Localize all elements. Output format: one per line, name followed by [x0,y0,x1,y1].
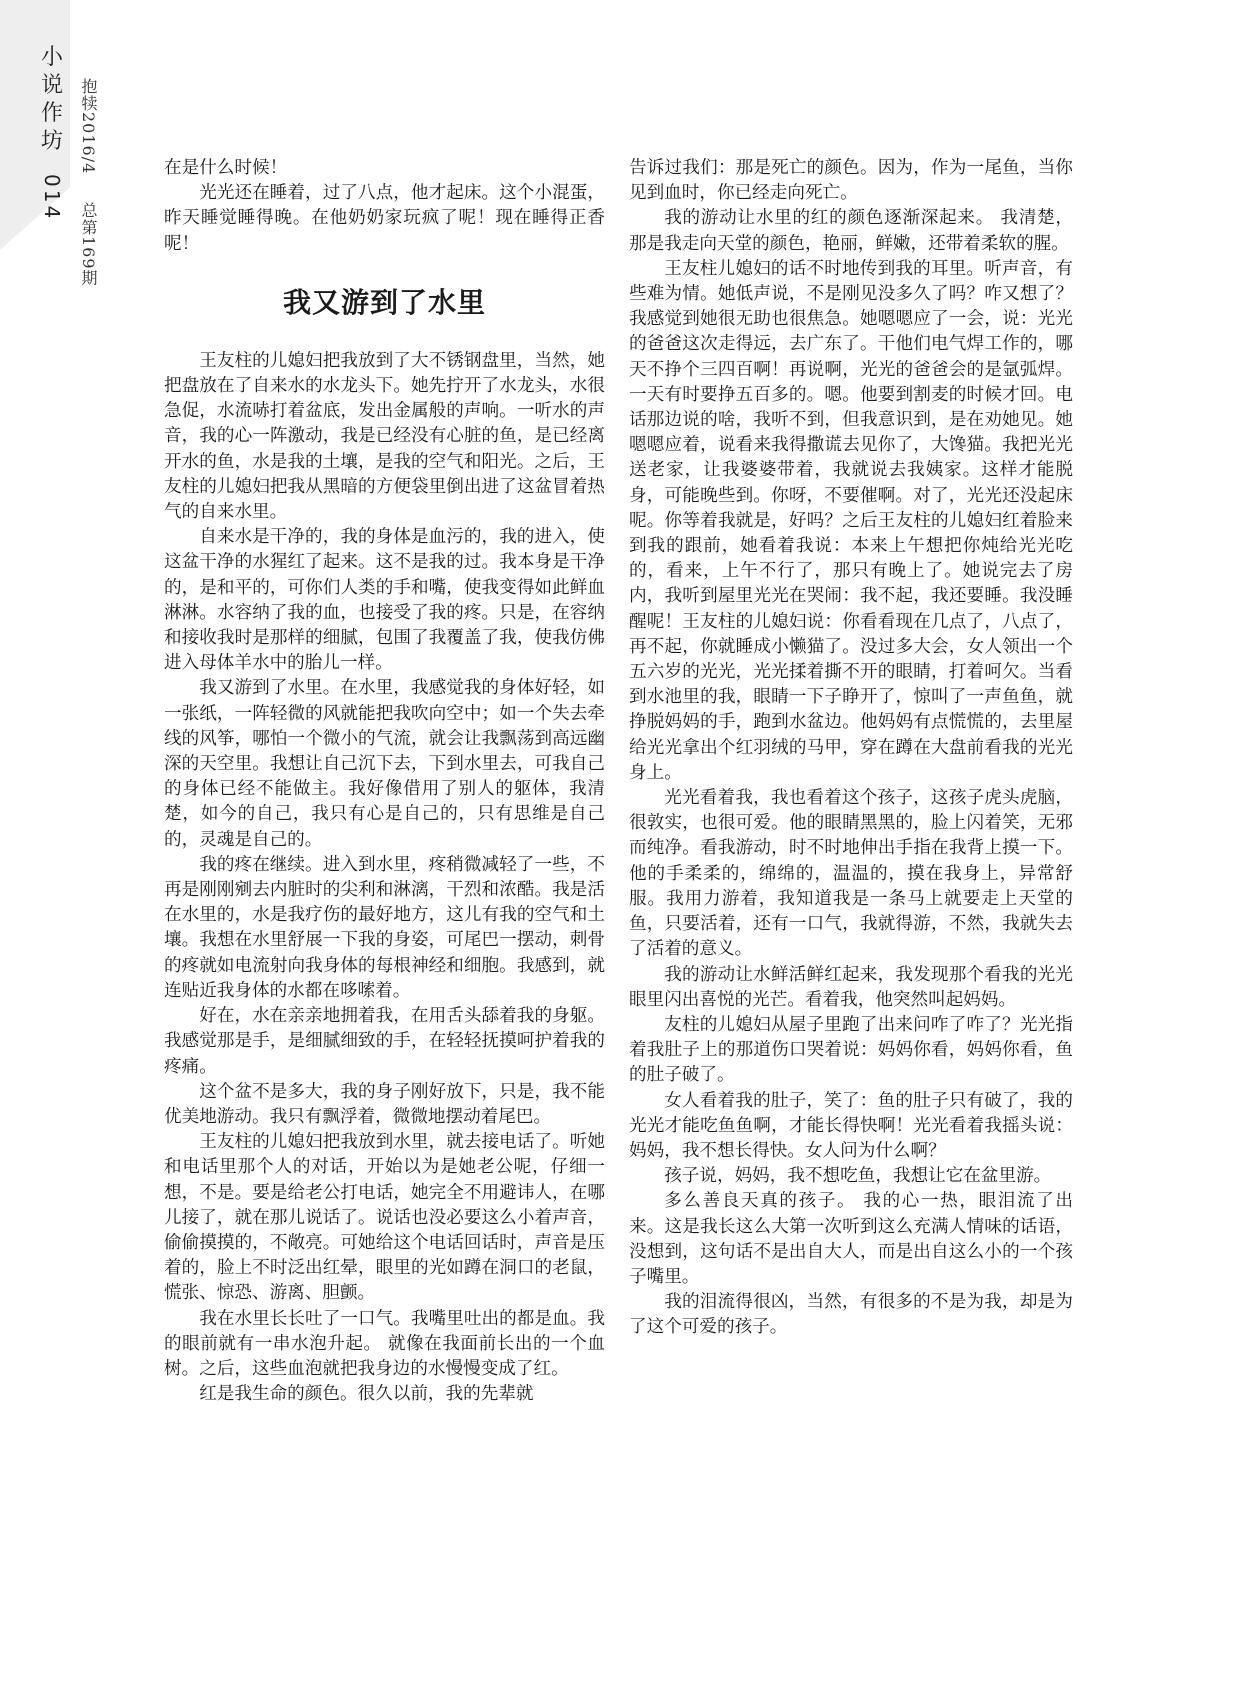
paragraph: 光光还在睡着，过了八点，他才起床。这个小混蛋，昨天睡觉睡得晚。在他奶奶家玩疯了呢！现在睡得正香呢！ [164,183,605,254]
paragraph: 我的游动让水里的红的颜色逐渐深起来。 我清楚，那是我走向天堂的颜色，艳丽，鲜嫩，还带着柔软的腥。 [629,208,1073,254]
section-char: 坊 [40,129,63,154]
paragraph: 红是我生命的颜色。很久以前，我的先辈就 [199,1384,534,1405]
paragraph: 在是什么时候！ [164,158,288,178]
left-column [164,156,605,1407]
paragraph: 王友柱的儿媳妇把我放到了大不锈钢盘里，当然，她把盘放在了自来水的水龙头下。她先拧开了水龙头，水很急促，水流哧打着盆底，发出金属般的声响。一听水的声音，我的心一阵激动，我是已经没有心脏的鱼，是已经离开水的鱼，水是我的土壤，是我的空气和阳光。之后，王友柱的儿媳妇把我从黑暗的方便袋里倒出进了这盆冒着热气的自来水里。 [164,350,605,523]
section-char: 小 [40,45,63,70]
section-label [38,44,66,221]
paragraph: 好在，水在亲亲地拥着我，在用舌头舔着我的身躯。我感觉那是手，是细腻细致的手，在轻轻抚摸呵护着我的疼痛。 [164,1006,605,1077]
paragraph: 王友柱的儿媳妇把我放到水里，就去接电话了。听她和电话里那个人的对话，开始以为是她老公呢，仔细一想，不是。要是给老公打电话，她完全不用避讳人，在哪儿接了，就在那儿说话了。说话也没必要这么小着声音，偷偷摸摸的，不敞亮。可她给这个电话回话时，声音是压着的，脸上不时泛出红晕，眼里的光如蹲在洞口的老鼠，慌张、惊恐、游离、胆颤。 [164,1132,605,1304]
paragraph: 多么善良天真的孩子。 我的心一热，眼泪流了出来。这是我长这么大第一次听到这么充满人情味的话语，没想到，这句话不是出自大人，而是出自这么小的一个孩子嘴里。 [629,1191,1073,1287]
journal-meta [76,78,98,309]
paragraph: 友柱的儿媳妇从屋子里跑了出来问咋了咋了？光光指着我肚子上的那道伤口哭着说：妈妈你看，妈妈你看，鱼的肚子破了。 [629,1014,1073,1086]
issue-total: 总第169期 [79,202,98,287]
paragraph: 我的泪流得很凶，当然，有很多的不是为我，却是为了这个可爱的孩子。 [629,1292,1073,1338]
paragraph: 我在水里长长吐了一口气。我嘴里吐出的都是血。我的眼前就有一串水泡升起。 就像在我面前长出的一个血树。之后，这些血泡就把我身边的水慢慢变成了红。 [164,1308,605,1379]
right-column [629,156,1073,1341]
paragraph: 这个盆不是多大，我的身子刚好放下，只是，我不能优美地游动。我只有飘浮着，微微地摆动着尾巴。 [164,1081,605,1127]
paragraph: 自来水是干净的，我的身体是血污的，我的进入，使这盆干净的水猩红了起来。这不是我的过。我本身是干净的，是和平的，可你们人类的手和嘴，使我变得如此鲜血淋淋。水容纳了我的血，也接受了我的疼。只是，在容纳和接收我时是那样的细腻，包围了我覆盖了我，使我仿佛进入母体羊水中的胎儿一样。 [164,527,605,674]
paragraph: 女人看着我的肚子，笑了：鱼的肚子只有破了，我的光光才能吃鱼鱼啊，才能长得快啊！光光看着我摇头说：妈妈，我不想长得快。女人问为什么啊？ [629,1090,1073,1161]
paragraph: 我的疼在继续。进入到水里，疼稍微减轻了一些，不再是刚刚剜去内脏时的尖利和淋漓，干烈和浓酷。我是活在水里的，水是我疗伤的最好地方，这儿有我的空气和土壤。我想在水里舒展一下我的身姿，可尾巴一摆动，刺骨的疼就如电流射向我身体的每根神经和细胞。我感到，就连贴近我身体的水都在哆嗦着。 [164,854,605,1001]
paragraph: 王友柱儿媳妇的话不时地传到我的耳里。听声音，有些难为情。她低声说，不是刚见没多久了吗？咋又想了？我感觉到她很无助也很焦急。她嗯嗯应了一会，说：光光的爸爸这次走得远，去广东了。干他们电气焊工作的，哪天不挣个三四百啊！再说啊，光光的爸爸会的是氩弧焊。一天有时要挣五百多的。嗯。他要到割麦的时候才回。电话那边说的啥，我听不到，但我意识到，是在劝她见。她嗯嗯应着，说看来我得撒谎去见你了，大馋猫。我把光光送老家，让我婆婆带着，我就说去我姨家。这样才能脱身，可能晚些到。你呀，不要催啊。对了，光光还没起床呢。你等着我就是，好吗？之后王友柱的儿媳妇红着脸来到我的跟前，她看着我说：本来上午想把你炖给光光吃的，看来，上午不行了，那只有晚上了。她说完去了房内，我听到屋里光光在哭闹：我不起，我还要睡。我没睡醒呢！王友柱的儿媳妇说：你看看现在几点了，八点了，再不起，你就睡成小懒猫了。没过多大会，女人领出一个五六岁的光光，光光揉着撕不开的眼睛，打着呵欠。当看到水池里的我，眼睛一下子睁开了，惊叫了一声鱼鱼，就挣脱妈妈的手，跑到水盆边。他妈妈有点慌慌的，去里屋给光光拿出个红羽绒的马甲，穿在蹲在大盘前看我的光光身上。 [629,258,1073,783]
section-char: 作 [40,101,63,126]
section-char: 说 [40,73,63,98]
page-number: 014 [40,174,64,222]
paragraph: 告诉过我们：那是死亡的颜色。因为，作为一尾鱼，当你见到血时，你已经走向死亡。 [629,158,1073,204]
paragraph: 我的游动让水鲜活鲜红起来，我发现那个看我的光光眼里闪出喜悦的光芒。看着我，他突然叫起妈妈。 [629,964,1073,1010]
article-title: 我又游到了水里 [282,285,486,319]
paragraph: 我又游到了水里。在水里，我感觉我的身体好轻，如一张纸，一阵轻微的风就能把我吹向空中；如一个失去牵线的风筝，哪怕一个微小的气流，就会让我飘荡到高远幽深的天空里。我想让自己沉下去，下到水里去，可我自己的身体已经不能做主。我好像借用了别人的躯体，我清楚，如今的自己，我只有心是自己的，只有思维是自己的，灵魂是自己的。 [164,678,605,850]
paragraph: 孩子说，妈妈，我不想吃鱼，我想让它在盆里游。 [664,1166,1052,1187]
paragraph: 光光看着我，我也看着这个孩子，这孩子虎头虎脑，很敦实，也很可爱。他的眼睛黑黑的，脸上闪着笑，无邪而纯净。看我游动，时不时地伸出手指在我背上摸一下。他的手柔柔的，绵绵的，温温的，摸在我身上，异常舒服。我用力游着，我知道我是一条马上就要走上天堂的鱼，只要活着，还有一口气，我就得游，不然，我就失去了活着的意义。 [629,788,1073,960]
journal-issue: 抱犊2016/4 [79,78,98,175]
